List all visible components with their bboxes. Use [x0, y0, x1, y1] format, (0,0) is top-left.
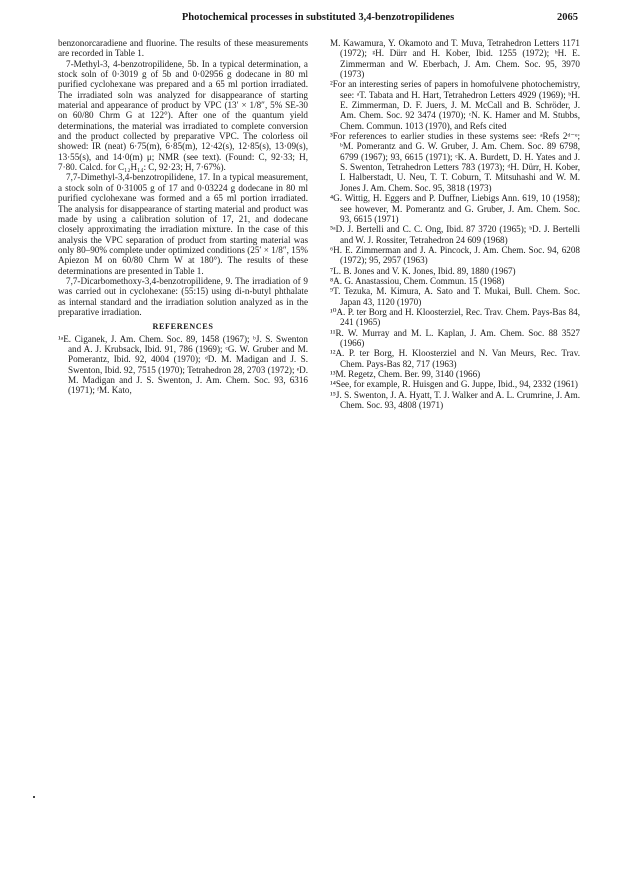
reference-item: ¹¹R. W. Murray and M. L. Kaplan, J. Am. Chem. Soc. 88 3527 (1966) — [330, 327, 580, 348]
reference-item: M. Kawamura, Y. Okamoto and T. Muva, Tetrahedron Letters 1171 (1972); ᵍH. Dürr and H. Kober, Ibid. 1255 (1972); ʰH. E. Zimmerman and W. Eberbach, J. Am. Chem. Soc. 95, 3970 (1973) — [330, 38, 580, 80]
reference-item: ⁵ᵃD. J. Bertelli and C. C. Ong, Ibid. 87 3720 (1965); ᵇD. J. Bertelli and W. J. Rossiter, Tetrahedron 24 609 (1968) — [330, 224, 580, 245]
reference-item: ¹⁴See, for example, R. Huisgen and G. Juppe, Ibid., 94, 2332 (1961) — [330, 379, 578, 390]
reference-item: ²For an interesting series of papers in homofulvene photochemistry, see: ᵃT. Tabata and H. Hart, Tetrahedron Letters 4929 (1969); ᵇH. E. Zimmerman, D. F. Juers, J. M. McCall and B. Schröder, J. Am. Chem. Soc. 92 3474 (1970); ᶜN. K. Hamer and M. Stubbs, Chem. Commun. 1013 (1970), and Refs cited — [330, 79, 580, 131]
reference-item: ¹³M. Regetz, Chem. Ber. 99, 3140 (1966) — [330, 369, 481, 379]
reference-item: ⁷L. B. Jones and V. K. Jones, Ibid. 89, 1880 (1967) — [330, 265, 516, 276]
reference-item: ⁶H. E. Zimmerman and J. A. Pincock, J. Am. Chem. Soc. 94, 6208 (1972); 95, 2957 (1963) — [330, 244, 580, 266]
running-header — [58, 12, 578, 30]
body-paragraph: 7-Methyl-3, 4-benzotropilidene, 5b. In a typical determination, a stock soln of 0·3019 g of 5b and 0·02956 g dodecane in 80 ml purified cyclohexane was prepared and a 65 ml portion irradiated. The irradiated soln was analyzed for disappearance of starting material and appearance of product by VPC (13′ × 1/8″, 5% SE-30 on 60/80 Chrm G at 122°). After one of the quantum yield determinations, the material was irradiated to complete conversion and the product collected by preparative VPC. The colorless oil showed: IR (neat) 6·75(m), 6·85(m), 12·42(s), 12·85(s), 13·09(s), 13·55(s), and 14·0(m) μ; NMR (see text). (Found: C, 92·33; H, 7·80. Calcd. for C₁₂H₁₄: C, 92·23; H, 7·67%). — [58, 58, 308, 173]
body-paragraph: 7,7-Dimethyl-3,4-benzotropilidene, 17. In a typical measurement, a stock soln of 0·31005 g of 17 and 0·03224 g dodecane in 80 ml purified cyclohexane was formed and a 65 ml portion irradiated. The analysis for disappearance of starting material and product was made by using a calibration solution of 17, 21, and dodecane closely approximating the irradiation mixture. In the case of this analysis the VPC separation of product from starting material was only 80–90% complete under optimized conditions (25′ × 1/8″, 15% Apiezon M on 60/80 Chrm W at 180°). The results of these determinations are presented in Table 1. — [58, 172, 308, 276]
body-paragraph: benzonorcaradiene and fluorine. The results of these measurements are recorded in Table 1. — [58, 38, 308, 59]
reference-item: ¹⁰A. P. ter Borg and H. Kloosterziel, Rec. Trav. Chem. Pays-Bas 84, 241 (1965) — [330, 306, 580, 328]
right-column — [330, 38, 580, 410]
reference-item: ⁴G. Wittig, H. Eggers and P. Duffner, Liebigs Ann. 619, 10 (1958); see however, M. Pomerantz and G. Gruber, J. Am. Chem. Soc. 93, 6615 (1971) — [330, 193, 580, 224]
reference-item: ¹ᵃE. Ciganek, J. Am. Chem. Soc. 89, 1458 (1967); ᵇJ. S. Swenton and A. J. Krubsack, Ibid. 91, 786 (1969); ᶜG. W. Gruber and M. Pomerantz, Ibid. 92, 4004 (1970); ᵈD. M. Madigan and J. S. Swenton, Ibid. 92, 7515 (1970); Tetrahedron 28, 2703 (1972); ᵉD. M. Madigan and J. S. Swenton, J. Am. Chem. Soc. 93, 6316 (1971); ᶠM. Kato, — [58, 333, 308, 396]
reference-item: ⁸A. G. Anastassiou, Chem. Commun. 15 (1968) — [330, 275, 505, 286]
page-number: 2065 — [557, 12, 578, 23]
running-title: Photochemical processes in substituted 3,4-benzotropilidenes — [181, 12, 455, 23]
left-column — [58, 38, 308, 396]
references-heading: REFERENCES — [152, 322, 214, 332]
reference-item: ³For references to earlier studies in these systems see: ᵃRefs 2ᵈ⁻ᵉ; ᵇM. Pomerantz and G. W. Gruber, J. Am. Chem. Soc. 89 6798, 6799 (1967); 93, 6615 (1971); ᶜK. A. Burdett, D. H. Yates and J. S. Swenton, Tetrahedron Letters 783 (1973); ᵈH. Dürr, H. Kober, I. Halberstadt, U. Neu, T. T. Coburn, T. Mitsuhashi and W. M. Jones J. Am. Chem. Soc. 95, 3818 (1973) — [330, 131, 580, 193]
body-paragraph: 7,7-Dicarbomethoxy-3,4-benzotropilidene, 9. The irradiation of 9 was carried out in cyclohexane: (55:15) using di-n-butyl phthalate as internal standard and the irradiation solution analyzed as in the preparative irradiation. — [58, 275, 308, 317]
reference-item: ¹⁵J. S. Swenton, J. A. Hyatt, T. J. Walker and A. L. Crumrine, J. Am. Chem. Soc. 93, 4808 (1971) — [330, 389, 580, 411]
reference-item: ⁹T. Tezuka, M. Kimura, A. Sato and T. Mukai, Bull. Chem. Soc. Japan 43, 1120 (1970) — [330, 286, 580, 307]
margin-speck — [33, 796, 35, 798]
reference-item: ¹²A. P. ter Borg, H. Kloosterziel and N. Van Meurs, Rec. Trav. Chem. Pays-Bas 82, 717 (1963) — [330, 348, 580, 369]
